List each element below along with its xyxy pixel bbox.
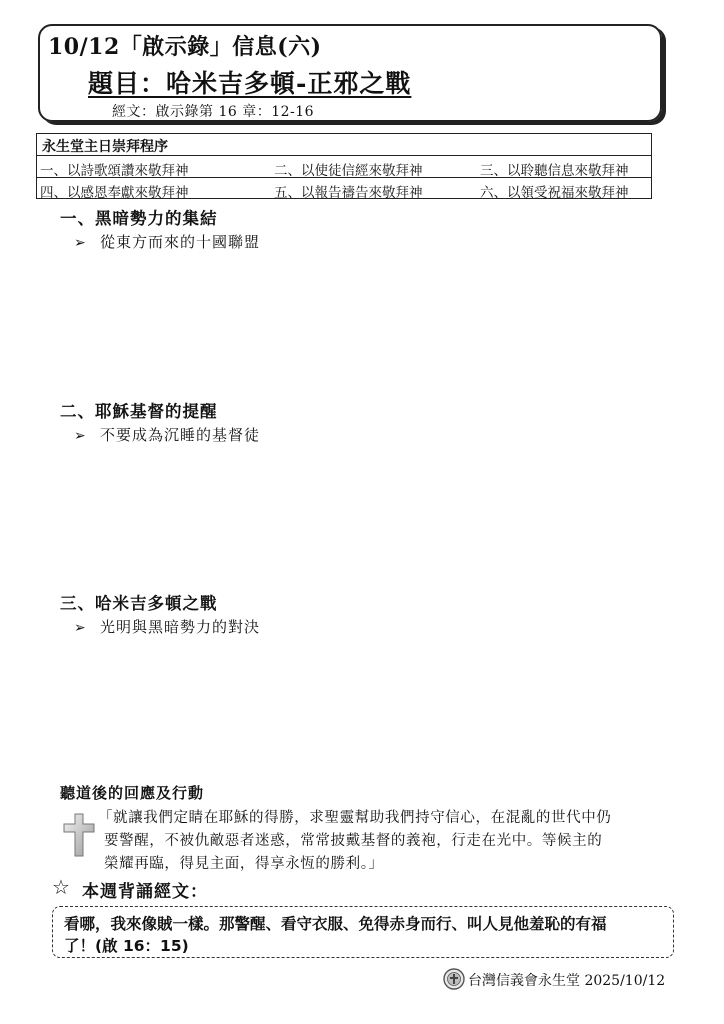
footer-text: 台灣信義會永生堂 2025/10/12 [468,973,666,989]
section-bullet [74,616,260,637]
section-heading: 二、耶穌基督的提醒 [60,402,218,421]
worship-order-item: 一、以詩歌頌讚來敬拜神 [40,163,189,179]
memory-verse-line: 了！(啟 16：15) [64,937,189,955]
worship-order-title: 永生堂主日崇拜程序 [42,139,168,155]
worship-order-item: 四、以感恩奉獻來敬拜神 [40,185,189,201]
worship-order-item: 二、以使徒信經來敬拜神 [274,163,423,179]
bullet-text: 不要成為沉睡的基督徒 [100,426,261,444]
worship-order-item: 三、以聆聽信息來敬拜神 [480,163,629,179]
bullet-text: 光明與黑暗勢力的對決 [100,618,261,636]
cross-icon [62,812,96,858]
section-bullet [74,424,260,445]
star-icon: ☆ [52,875,70,899]
arrow-bullet-icon: ➢ [74,620,87,636]
section-heading: 一、黑暗勢力的集結 [60,209,218,228]
section-bullet [74,231,260,252]
scripture-reference: 經文：啟示錄第 16 章：12-16 [112,104,315,120]
sermon-title: 10/12「啟示錄」信息(六) [48,34,322,60]
response-text-line: 榮耀再臨，得見主面，得享永恆的勝利。」 [104,856,384,872]
memory-verse-heading: 本週背誦經文： [82,882,208,902]
response-text-line: 要警醒，不被仇敵惡者迷惑，常常披戴基督的義袍，行走在光中。等候主的 [104,833,603,849]
arrow-bullet-icon: ➢ [74,235,87,251]
sermon-topic: 題目：哈米吉多頓-正邪之戰 [88,69,412,98]
worship-order-item: 五、以報告禱告來敬拜神 [274,185,423,201]
church-seal-icon [443,968,465,990]
bullet-text: 從東方而來的十國聯盟 [100,233,261,251]
memory-verse-line: 看哪，我來像賊一樣。那警醒、看守衣服、免得赤身而行、叫人見他羞恥的有福 [64,915,607,933]
worship-order-item: 六、以領受祝福來敬拜神 [480,185,629,201]
response-heading: 聽道後的回應及行動 [60,784,205,802]
arrow-bullet-icon: ➢ [74,428,87,444]
response-text-line: 「就讓我們定睛在耶穌的得勝，求聖靈幫助我們持守信心，在混亂的世代中仍 [98,810,612,826]
section-heading: 三、哈米吉多頓之戰 [60,594,218,613]
